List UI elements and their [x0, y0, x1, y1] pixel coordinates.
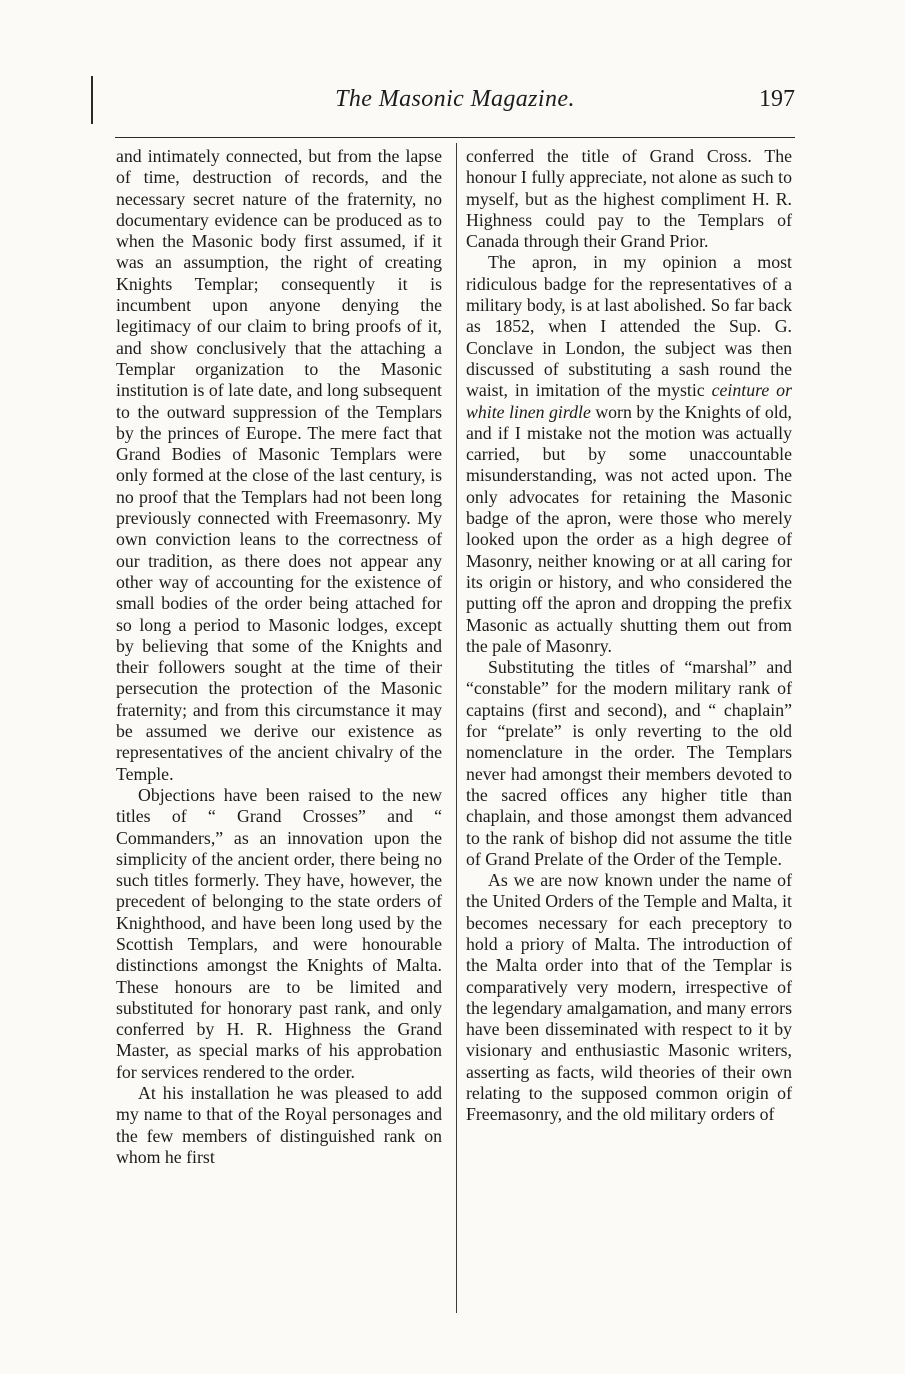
- paragraph: Substituting the titles of “marshal” and “constable” for the modern military rank of captains (first and second), and “ chaplain” for “prelate” is only reverting to the old nomenclature in the order. The Templars never had amongst their members devoted to the sacred offices any higher title than chaplain, and those amongst them advanced to the rank of bishop did not assume the title of Grand Prelate of the Order of the Temple.: [466, 657, 792, 869]
- paragraph: As we are now known under the name of the United Orders of the Temple and Malta, it becomes necessary for each preceptory to hold a priory of Malta. The introduction of the Malta order into that of the Templar is comparatively very modern, irrespective of the legendary amalgamation, and many errors have been disseminated with respect to it by visionary and enthusiastic Masonic writers, asserting as facts, wild theories of their own relating to the supposed common origin of Freemasonry, and the old military orders of: [466, 870, 792, 1125]
- text-run: The apron, in my opinion a most ridiculous badge for the representatives of a military body, is at last abolished. So far back as 1852, when I attended the Sup. G. Conclave in London, the subject was then discussed of substituting a sash round the waist, in imitation of the mystic: [466, 252, 792, 401]
- italic-phrase: ceinture or white linen girdle: [466, 380, 792, 422]
- running-head: [115, 86, 795, 120]
- left-column: [116, 146, 442, 1168]
- page-edge-mark: [91, 76, 93, 124]
- header-rule: [115, 137, 795, 138]
- paragraph-with-italic: [466, 252, 792, 657]
- paragraph: At his installation he was pleased to add my name to that of the Royal personages and the few members of distinguished rank on whom he first: [116, 1083, 442, 1167]
- text-run: worn by the Knights of old, and if I mistake not the motion was actually carried, but by some unaccountable misunderstanding, was not acted upon. The only advocates for retaining the Masonic badge of the apron, were those who merely looked upon the order as a high degree of Masonry, neither knowing or at all caring for its origin or history, and who considered the putting off the apron and dropping the prefix Masonic as actually shutting them out from the pale of Masonry.: [466, 401, 793, 656]
- running-title: The Masonic Magazine.: [335, 86, 575, 112]
- paragraph: conferred the title of Grand Cross. The honour I fully appreciate, not alone as such to myself, but as the highest compliment H. R. Highness could pay to the Templars of Canada through their Grand Prior.: [466, 146, 792, 252]
- paragraph: and intimately connected, but from the lapse of time, destruction of records, and the necessary secret nature of the fraternity, no documentary evidence can be produced as to when the Masonic body first assumed, if it was an assumption, the right of creating Knights Templar; consequently it is incumbent upon anyone denying the legitimacy of our claim to bring proofs of it, and show conclusively that the attaching a Templar organization to the Masonic institution is of late date, and long subsequent to the outward suppression of the Templars by the princes of Europe. The mere fact that Grand Bodies of Masonic Templars were only formed at the close of the last century, is no proof that the Templars had not been long previously connected with Freemasonry. My own conviction leans to the correctness of our tradition, as there does not appear any other way of accounting for the existence of small bodies of the order being attached for so long a period to Masonic lodges, except by believing that some of the Knights and their followers sought at the time of their persecution the protection of the Masonic fraternity; and from this circumstance it may be assumed we derive our existence as representatives of the ancient chivalry of the Temple.: [116, 146, 442, 784]
- page-number: 197: [759, 86, 795, 112]
- right-column: [466, 146, 792, 1126]
- column-divider: [456, 143, 457, 1313]
- paragraph: Objections have been raised to the new titles of “ Grand Crosses” and “ Commanders,” as an innovation upon the simplicity of the ancient order, there being no such titles formerly. They have, however, the precedent of belonging to the state orders of Knighthood, and have been long used by the Scottish Templars, and were honourable distinctions amongst the Knights of Malta. These honours are to be limited and substituted for honorary past rank, and only conferred by H. R. Highness the Grand Master, as special marks of his approbation for services rendered to the order.: [116, 784, 442, 1082]
